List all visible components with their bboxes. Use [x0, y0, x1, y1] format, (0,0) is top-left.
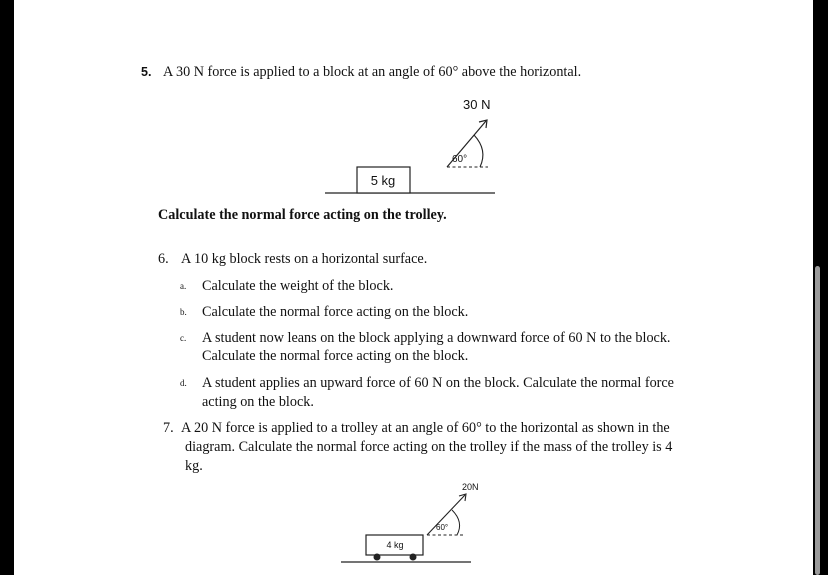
q5-text: A 30 N force is applied to a block at an angle of 60° above the horizontal.: [163, 64, 582, 80]
q5-angle-label: 60°: [452, 154, 468, 165]
q7-number: 7.: [163, 420, 174, 436]
q5-mass-label: 5 kg: [370, 173, 396, 188]
q7-line3: kg.: [185, 458, 203, 474]
q7-wheel-right: [410, 554, 417, 561]
q7-line1: A 20 N force is applied to a trolley at an angle of 60° to the horizontal as shown in the: [181, 420, 670, 436]
q6-text: A 10 kg block rests on a horizontal surface.: [181, 251, 428, 267]
q7-force-label: 20N: [462, 482, 479, 492]
q6-part-a-text: Calculate the weight of the block.: [202, 278, 394, 294]
q5-instruction: Calculate the normal force acting on the trolley.: [158, 207, 447, 223]
q6-part-d-line1: A student applies an upward force of 60 N on the block. Calculate the normal force: [202, 375, 674, 391]
q6-number: 6.: [158, 251, 169, 267]
q7-mass-label: 4 kg: [386, 540, 404, 550]
q6-part-c-letter: c.: [180, 333, 187, 343]
q6-part-b-text: Calculate the normal force acting on the block.: [202, 304, 469, 320]
q6-part-c-line1: A student now leans on the block applying a downward force of 60 N to the block.: [202, 330, 671, 346]
q6-part-b-letter: b.: [180, 307, 187, 317]
q6-part-c-line2: Calculate the normal force acting on the block.: [202, 348, 469, 364]
q7-angle-arc: [452, 510, 460, 535]
q6-part-d-letter: d.: [180, 378, 187, 388]
q7-wheel-left: [374, 554, 381, 561]
q7-angle-label: 60°: [436, 523, 449, 532]
q5-force-label: 30 N: [463, 97, 491, 112]
q5-number: 5.: [141, 65, 152, 79]
q7-line2: diagram. Calculate the normal force acting on the trolley if the mass of the trolley is 4: [185, 439, 673, 455]
q6-part-a-letter: a.: [180, 281, 187, 291]
q6-part-d-line2: acting on the block.: [202, 394, 314, 410]
